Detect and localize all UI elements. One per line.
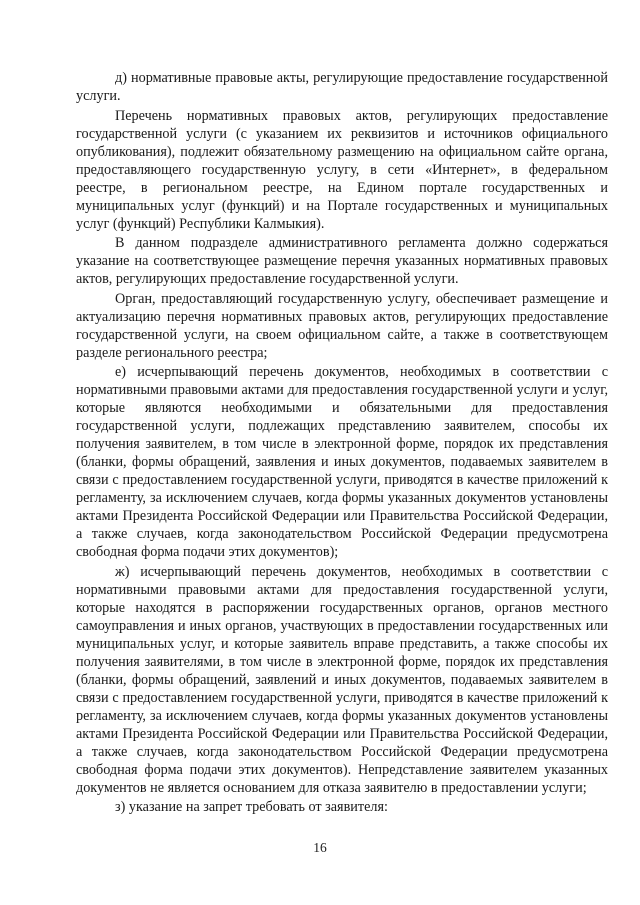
paragraph-e: е) исчерпывающий перечень документов, необходимых в соответствии с нормативными правовыми актами для предоставления государственной услуги и услуг, которые являются необходимыми и обязательными для предоставления государственной услуги, подлежащих представлению заявителем, способы их получения заявителем, в том числе в электронной форме, порядок их представления (бланки, формы обращений, заявления и иных документов, подаваемых заявителем в связи с предоставлением государственной услуги, приводятся в качестве приложений к регламенту, за исключением случаев, когда формы указанных документов установлены актами Президента Российской Федерации или Правительства Российской Федерации, а также случаев, когда законодательством Российской Федерации предусмотрена свободная форма подачи этих документов); xyxy=(76,364,608,560)
paragraph-subsection-note: В данном подразделе административного регламента должно содержаться указание на соответствующее размещение перечня указанных нормативных правовых актов, регулирующих предоставление государственной услуги. xyxy=(76,235,608,287)
paragraph-d: д) нормативные правовые акты, регулирующие предоставление государственной услуги. xyxy=(76,70,608,104)
paragraph-organ-duty: Орган, предоставляющий государственную услугу, обеспечивает размещение и актуализацию перечня нормативных правовых актов, регулирующих предоставление государственной услуги, на своем официальном сайте, а также в соответствующем разделе регионального реестра; xyxy=(76,290,608,361)
paragraph-z: з) указание на запрет требовать от заявителя: xyxy=(115,799,388,815)
page-number: 16 xyxy=(313,840,327,855)
paragraph-list-publication: Перечень нормативных правовых актов, регулирующих предоставление государственной услуги (с указанием их реквизитов и источников официального опубликования), подлежит обязательному размещению на официальном сайте органа, предоставляющего государственную услугу, в сети «Интернет», в федеральном реестре, в региональном реестре, на Едином портале государственных и муниципальных услуг (функций) и на Портале государственных и муниципальных услуг (функций) Республики Калмыкия). xyxy=(76,107,608,232)
document-body xyxy=(76,69,608,818)
paragraph-zh: ж) исчерпывающий перечень документов, необходимых в соответствии с нормативными правовыми актами для предоставления государственной услуги, которые находятся в распоряжении государственных органов, органов местного самоуправления и иных органов, участвующих в предоставлении государственных или муниципальных услуг, и которые заявитель вправе представить, а также способы их получения заявителями, в том числе в электронной форме, порядок их представления (бланки, формы обращений, заявлений и иных документов, подаваемых заявителем в связи с предоставлением государственной услуги, приводятся в качестве приложений к регламенту, за исключением случаев, когда формы указанных документов установлены актами Президента Российской Федерации или Правительства Российской Федерации, а также случаев, когда законодательством Российской Федерации предусмотрена свободная форма подачи этих документов). Непредставление заявителем указанных документов не является основанием для отказа заявителю в предоставлении услуги; xyxy=(76,563,608,796)
